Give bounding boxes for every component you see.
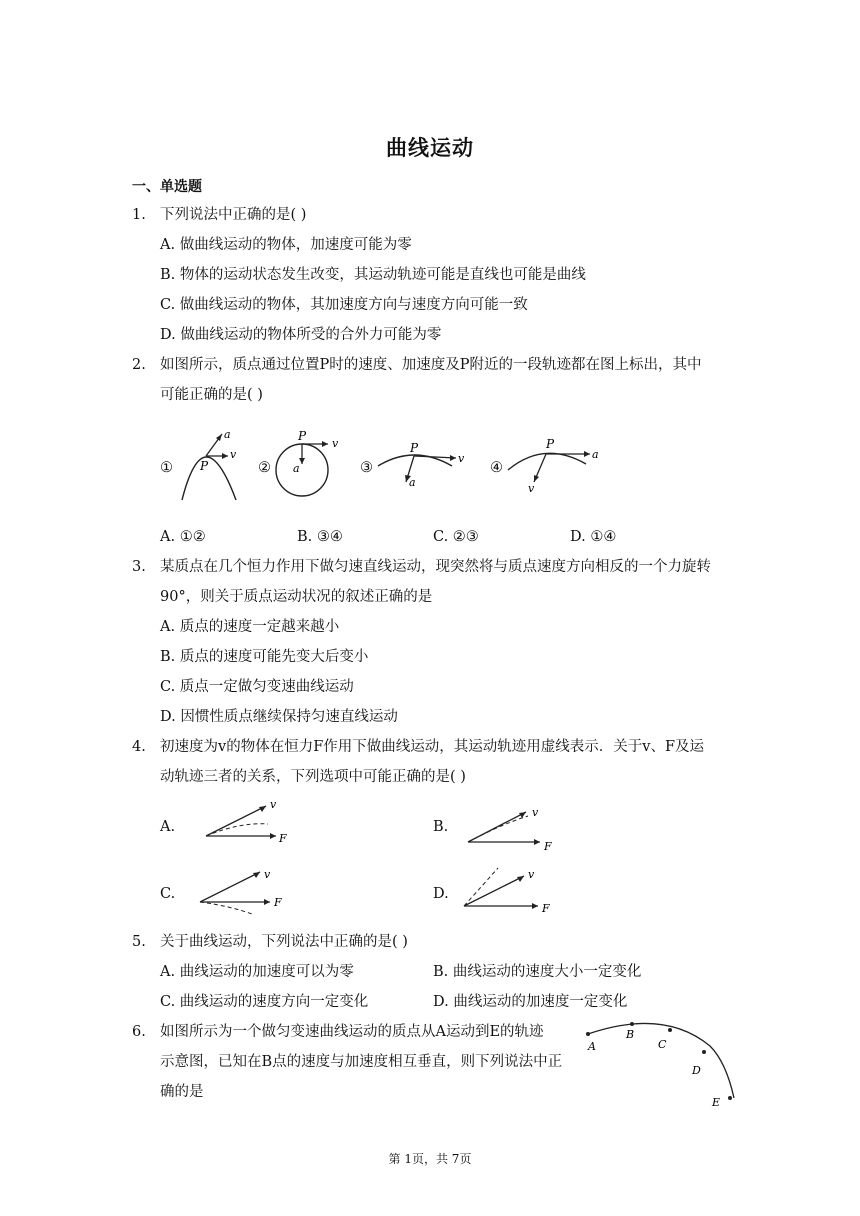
point-d-marker xyxy=(702,1050,706,1054)
question-4-figure-d xyxy=(460,864,560,916)
figure-1-diagram xyxy=(176,424,246,504)
point-b-marker xyxy=(630,1022,634,1026)
question-6-stem-line3: 确的是 xyxy=(160,1084,204,1100)
point-e-label: E xyxy=(712,1096,721,1109)
svg-text:F: F xyxy=(279,832,287,845)
question-5-option-b: B. 曲线运动的速度大小一定变化 xyxy=(433,964,642,980)
svg-text:v: v xyxy=(332,437,339,450)
question-2-option-a: A. ①② xyxy=(160,529,206,545)
svg-text:v: v xyxy=(264,868,271,881)
svg-text:P: P xyxy=(546,437,555,451)
question-6-trajectory-figure xyxy=(584,1016,744,1110)
question-4-option-c: C. xyxy=(160,886,176,902)
question-2-option-d: D. ①④ xyxy=(570,529,617,545)
figure-label-3: ③ xyxy=(360,460,373,476)
question-5-stem: 关于曲线运动，下列说法中正确的是( ) xyxy=(160,934,408,950)
point-a-label: A xyxy=(588,1040,596,1053)
point-a-marker xyxy=(586,1032,590,1036)
question-4-option-d: D. xyxy=(433,886,449,902)
question-6-stem-line2: 示意图，已知在B点的速度与加速度相互垂直，则下列说法中正 xyxy=(160,1054,563,1070)
svg-text:P: P xyxy=(298,429,307,443)
svg-text:F: F xyxy=(274,896,282,909)
svg-text:a: a xyxy=(409,476,416,489)
svg-text:a: a xyxy=(293,462,300,475)
figure-label-1: ① xyxy=(160,460,173,476)
question-4-stem-line1: 初速度为v的物体在恒力F作用下做曲线运动，其运动轨迹用虚线表示．关于v、F及运 xyxy=(160,739,705,755)
question-4-figure-a xyxy=(200,798,296,846)
question-2-stem-line2: 可能正确的是( ) xyxy=(160,387,263,403)
page-footer: 第 1页，共 7页 xyxy=(388,1152,472,1166)
svg-text:v: v xyxy=(230,448,237,461)
point-b-label: B xyxy=(626,1028,635,1041)
question-2-option-b: B. ③④ xyxy=(297,529,343,545)
figure-label-4: ④ xyxy=(490,460,503,476)
figure-4-diagram xyxy=(506,436,610,496)
question-1-option-a: A. 做曲线运动的物体，加速度可能为零 xyxy=(160,237,412,253)
question-4-stem-line2: 动轨迹三者的关系，下列选项中可能正确的是( ) xyxy=(160,769,466,785)
svg-text:a: a xyxy=(592,448,599,461)
question-3-option-c: C. 质点一定做匀变速曲线运动 xyxy=(160,679,354,695)
figure-3-diagram xyxy=(376,438,471,490)
point-e-marker xyxy=(728,1096,732,1100)
question-6-number: 6. xyxy=(132,1024,146,1040)
question-4-figure-c xyxy=(196,866,292,918)
question-3-number: 3. xyxy=(132,559,146,575)
question-3-option-d: D. 因惯性质点继续保持匀速直线运动 xyxy=(160,709,398,725)
section-heading: 一、单选题 xyxy=(132,179,202,195)
question-1-option-c: C. 做曲线运动的物体，其加速度方向与速度方向可能一致 xyxy=(160,297,528,313)
svg-text:v: v xyxy=(532,806,539,819)
question-2-stem-line1: 如图所示，质点通过位置P时的速度、加速度及P附近的一段轨迹都在图上标出，其中 xyxy=(160,357,702,373)
svg-text:a: a xyxy=(224,428,231,441)
point-c-marker xyxy=(668,1028,672,1032)
svg-text:v: v xyxy=(458,452,465,465)
question-1-option-d: D. 做曲线运动的物体所受的合外力可能为零 xyxy=(160,327,442,343)
svg-text:v: v xyxy=(270,798,277,811)
question-5-option-d: D. 曲线运动的加速度一定变化 xyxy=(433,994,628,1010)
question-2-number: 2. xyxy=(132,357,146,373)
question-3-stem-line1: 某质点在几个恒力作用下做匀速直线运动，现突然将与质点速度方向相反的一个力旋转 xyxy=(160,559,711,575)
question-4-option-b: B. xyxy=(433,819,449,835)
svg-text:P: P xyxy=(410,441,419,455)
point-c-label: C xyxy=(658,1038,667,1051)
figure-label-2: ② xyxy=(258,460,271,476)
question-2-option-c: C. ②③ xyxy=(433,529,479,545)
point-d-label: D xyxy=(692,1064,701,1077)
question-3-stem-line2: 90°，则关于质点运动状况的叙述正确的是 xyxy=(160,589,433,605)
question-1-stem: 下列说法中正确的是( ) xyxy=(160,207,307,223)
question-3-option-a: A. 质点的速度一定越来越小 xyxy=(160,619,340,635)
figure-2-diagram xyxy=(274,428,354,504)
question-4-option-a: A. xyxy=(160,819,176,835)
question-4-number: 4. xyxy=(132,739,146,755)
question-6-stem-line1: 如图所示为一个做匀变速曲线运动的质点从A运动到E的轨迹 xyxy=(160,1024,544,1040)
question-3-option-b: B. 质点的速度可能先变大后变小 xyxy=(160,649,369,665)
question-5-option-a: A. 曲线运动的加速度可以为零 xyxy=(160,964,354,980)
question-1-option-b: B. 物体的运动状态发生改变，其运动轨迹可能是直线也可能是曲线 xyxy=(160,267,586,283)
svg-text:F: F xyxy=(542,902,550,915)
page-title: 曲线运动 xyxy=(386,136,474,160)
question-5-number: 5. xyxy=(132,934,146,950)
svg-text:v: v xyxy=(528,482,535,495)
svg-text:P: P xyxy=(200,459,209,473)
svg-text:v: v xyxy=(528,868,535,881)
question-5-option-c: C. 曲线运动的速度方向一定变化 xyxy=(160,994,369,1010)
question-4-figure-b xyxy=(462,802,562,854)
question-1-number: 1. xyxy=(132,207,146,223)
svg-text:F: F xyxy=(544,840,552,853)
